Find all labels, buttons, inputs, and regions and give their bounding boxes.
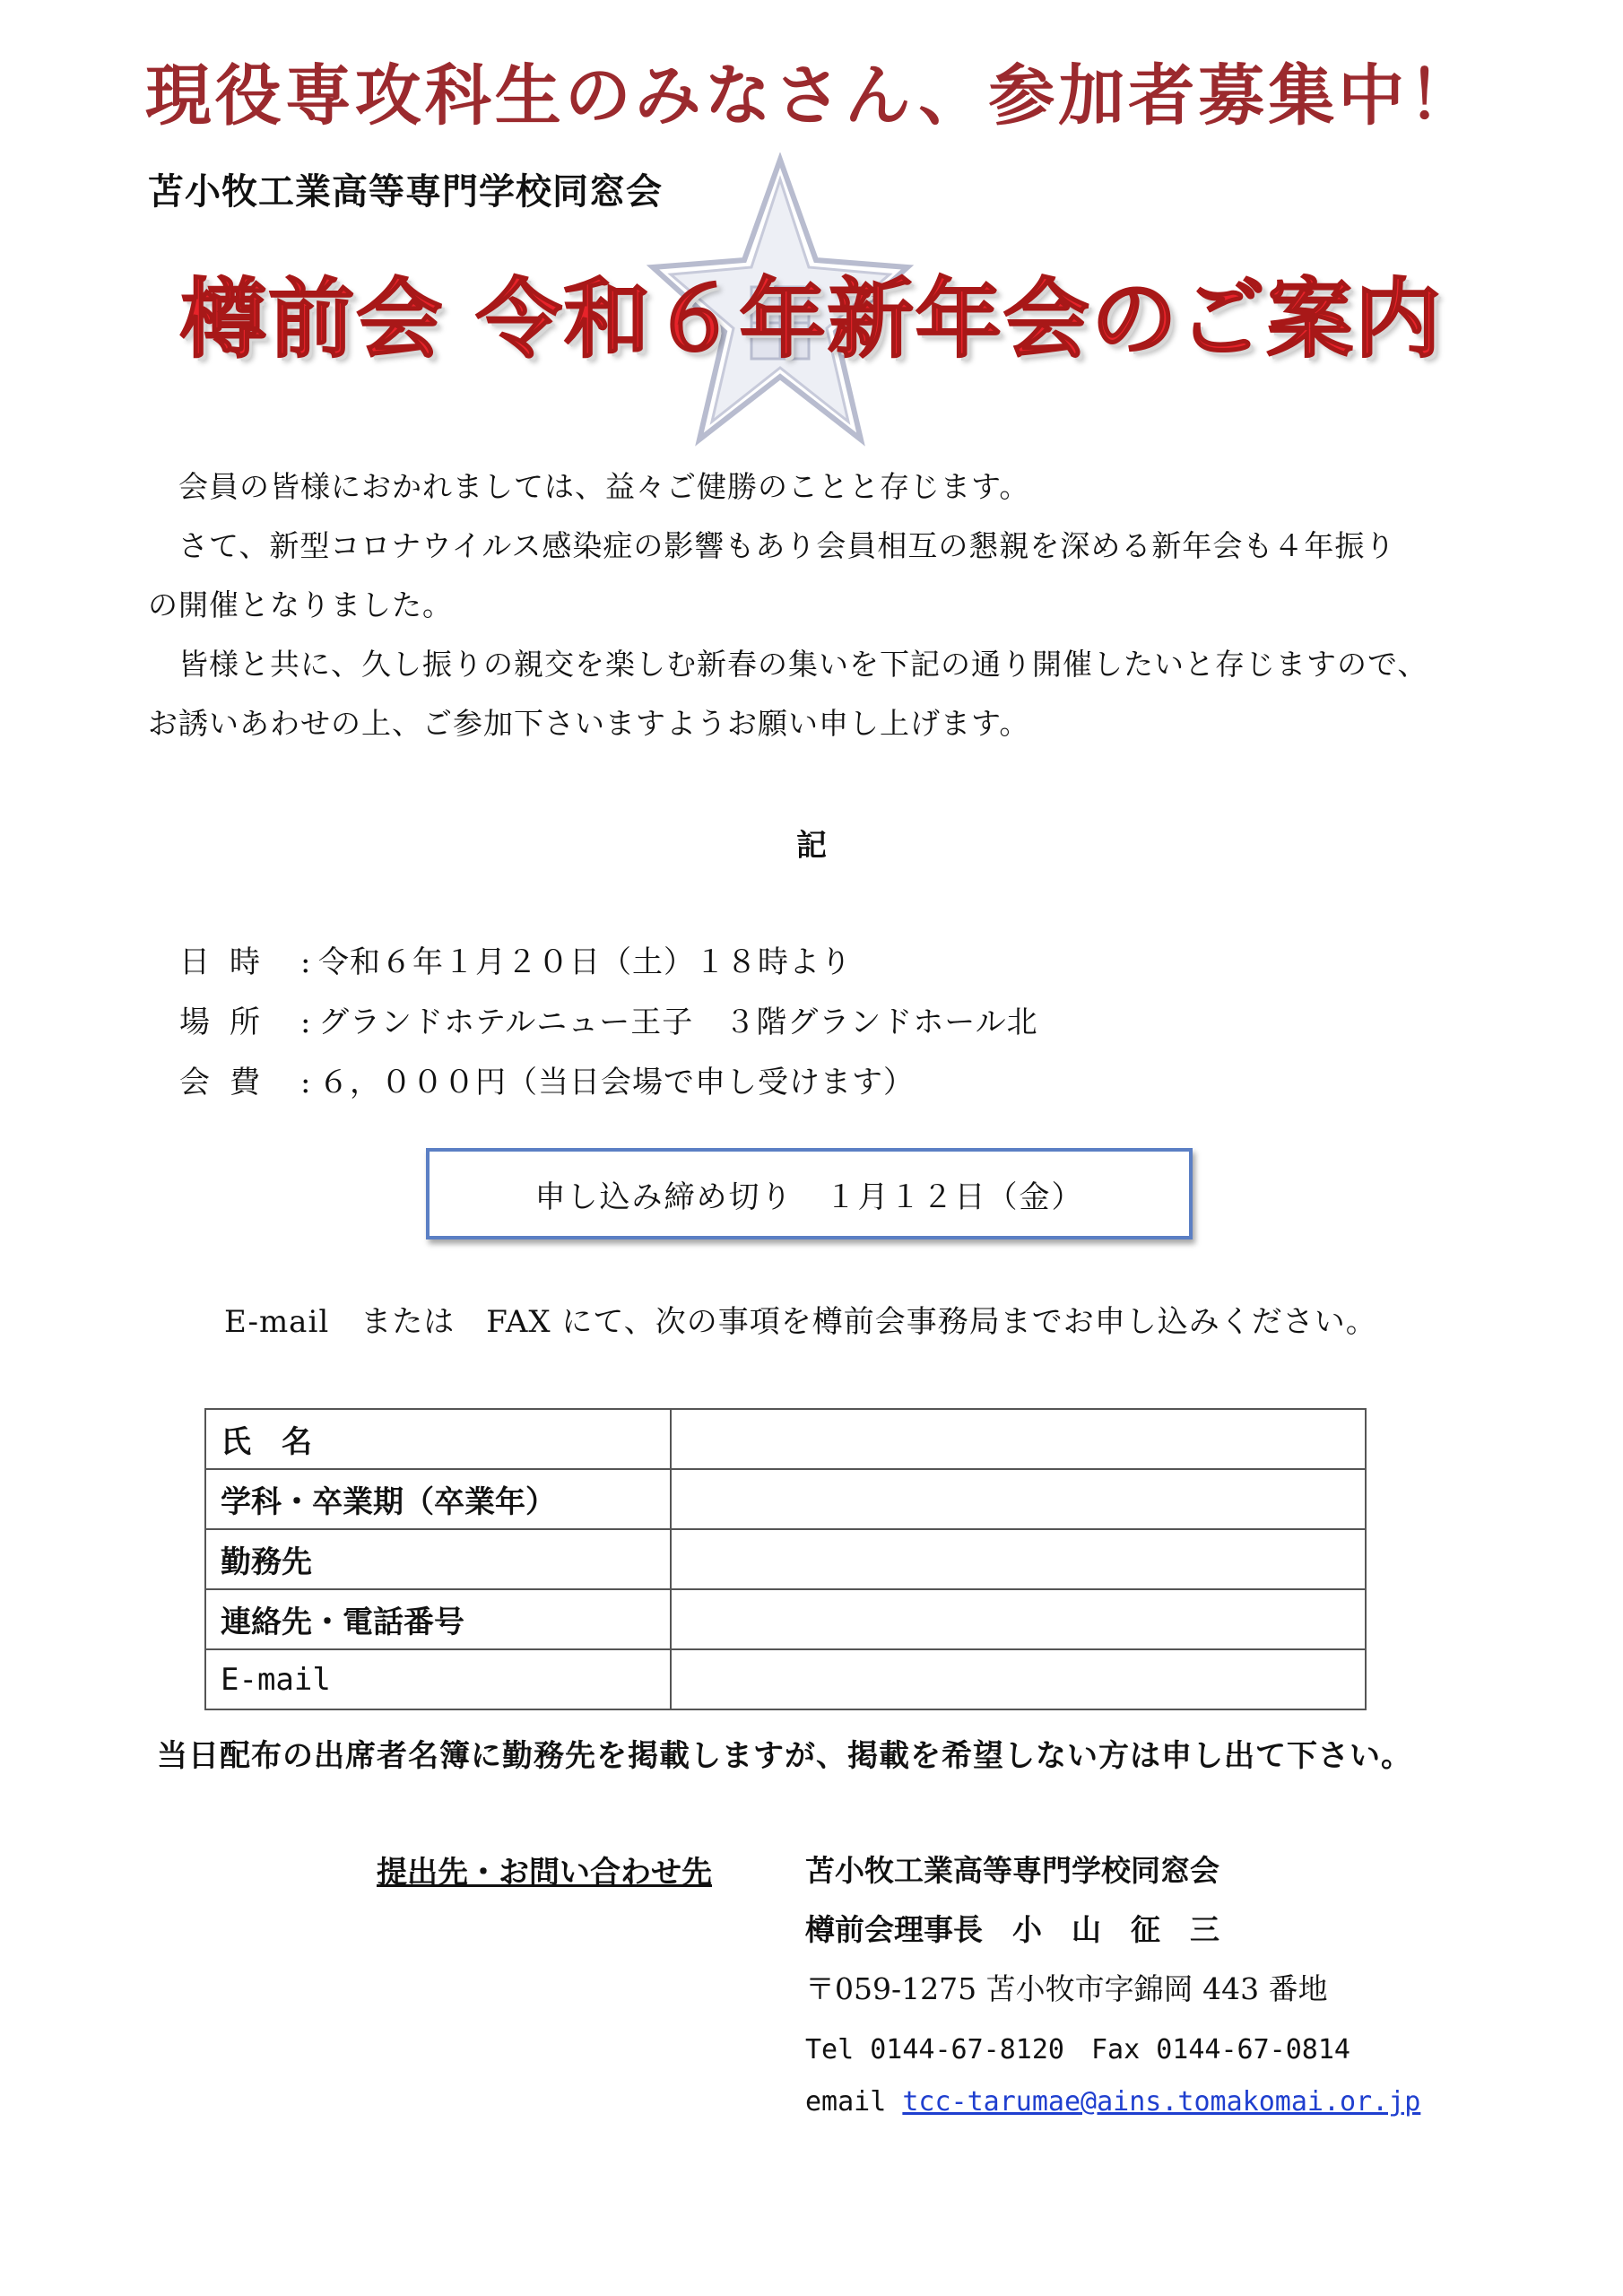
email-link[interactable]: tcc-tarumae@ains.tomakomai.or.jp xyxy=(902,2086,1421,2118)
paragraph-line: 皆様と共に、久し振りの親交を楽しむ新春の集いを下記の通り開催したいと存じますので、 xyxy=(148,647,1428,682)
attendee-list-note: 当日配布の出席者名簿に勤務先を掲載しますが、掲載を希望しない方は申し出て下さい。 xyxy=(157,1738,1412,1774)
contact-organization: 苫小牧工業高等専門学校同窓会 xyxy=(805,1853,1219,1888)
form-value-cell[interactable] xyxy=(671,1649,1366,1709)
contact-address: 〒059-1275 苫小牧市字錦岡 443 番地 xyxy=(805,1971,1328,2006)
form-value-cell[interactable] xyxy=(671,1469,1366,1529)
form-value-cell[interactable] xyxy=(671,1589,1366,1649)
form-label: 学科・卒業期（卒業年） xyxy=(205,1469,671,1529)
table-row xyxy=(205,1469,1366,1529)
contact-chairman: 樽前会理事長 小 山 征 三 xyxy=(805,1912,1219,1947)
form-label: 勤務先 xyxy=(205,1529,671,1589)
paragraph-line: の開催となりました。 xyxy=(148,587,453,622)
detail-label: 場所 xyxy=(179,1004,280,1040)
deadline-box: 申し込み締め切り １月１２日（金） xyxy=(426,1148,1193,1239)
table-row xyxy=(205,1649,1366,1709)
organization-name: 苫小牧工業高等専門学校同窓会 xyxy=(148,171,663,213)
event-title: 樽前会 令和６年新年会のご案内 xyxy=(180,269,1443,370)
detail-fee: 会費 : ６，０００円（当日会場で申し受けます） xyxy=(179,1057,915,1102)
detail-value: ６，０００円（当日会場で申し受けます） xyxy=(318,1065,915,1100)
detail-value: グランドホテルニュー王子 ３階グランドホール北 xyxy=(318,1004,1038,1040)
detail-value: 令和６年１月２０日（土）１８時より xyxy=(318,944,852,980)
detail-datetime: 日時 : 令和６年１月２０日（土）１８時より xyxy=(179,937,852,982)
email-label: email xyxy=(805,2086,887,2118)
contact-label: 提出先・お問い合わせ先 xyxy=(377,1855,712,1891)
form-label: 連絡先・電話番号 xyxy=(205,1589,671,1649)
contact-tel-fax: Tel 0144-67-8120 Fax 0144-67-0814 xyxy=(805,2034,1350,2066)
form-value-cell[interactable] xyxy=(671,1529,1366,1589)
form-value-cell[interactable] xyxy=(671,1409,1366,1469)
application-form-table xyxy=(204,1408,1367,1710)
paragraph-line: 会員の皆様におかれましては、益々ご健勝のことと存じます。 xyxy=(148,469,1030,504)
recruitment-headline: 現役専攻科生のみなさん、参加者募集中！ xyxy=(144,57,1479,135)
detail-label: 会費 xyxy=(179,1065,280,1100)
form-label: E-mail xyxy=(205,1649,671,1709)
table-row xyxy=(205,1589,1366,1649)
detail-place: 場所 : グランドホテルニュー王子 ３階グランドホール北 xyxy=(179,997,1038,1042)
table-row xyxy=(205,1529,1366,1589)
form-label: 氏 名 xyxy=(205,1409,671,1469)
table-row xyxy=(205,1409,1366,1469)
contact-email-row xyxy=(805,2086,1420,2118)
paragraph-line: お誘いあわせの上、ご参加下さいますようお願い申し上げます。 xyxy=(148,706,1030,741)
paragraph-line: さて、新型コロナウイルス感染症の影響もあり会員相互の懇親を深める新年会も４年振り xyxy=(148,528,1396,563)
detail-label: 日時 xyxy=(179,944,280,980)
ki-heading: 記 xyxy=(796,828,827,864)
application-instruction: E-mail または FAX にて、次の事項を樽前会事務局までお申し込みください。 xyxy=(224,1304,1377,1340)
